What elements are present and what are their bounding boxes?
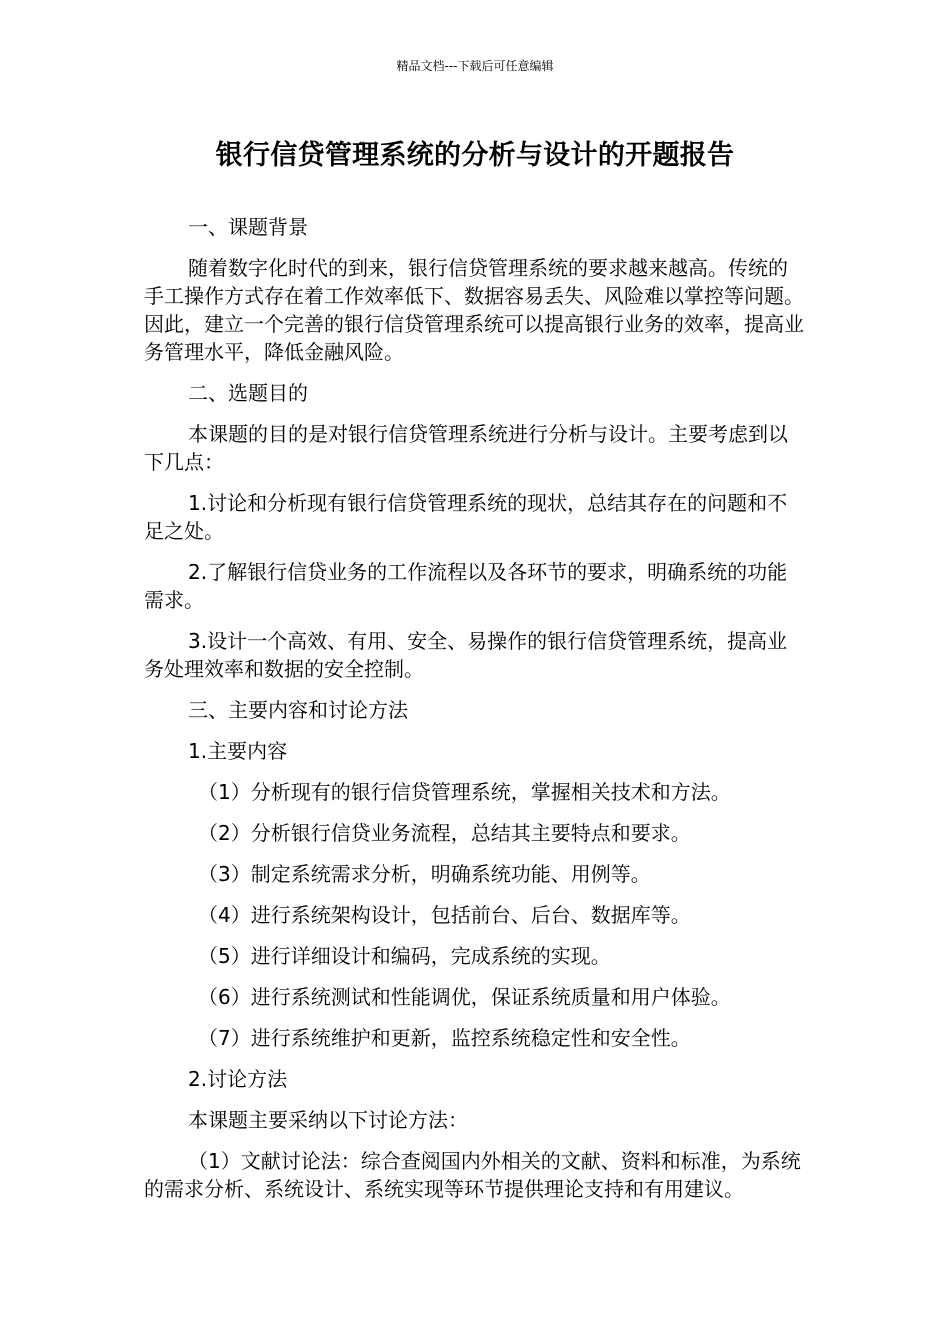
goal-item-1: 1.讨论和分析现有银行信贷管理系统的现状，总结其存在的问题和不足之处。 (144, 491, 788, 543)
document-title: 银行信贷管理系统的分析与设计的开题报告 (215, 140, 735, 171)
subheading-methods: 2.讨论方法 (188, 1067, 288, 1091)
main-content-item-1: （1）分析现有的银行信贷管理系统，掌握相关技术和方法。 (198, 780, 731, 804)
main-content-item-5: （5）进行详细设计和编码，完成系统的实现。 (198, 944, 611, 968)
main-content-item-7: （7）进行系统维护和更新，监控系统稳定性和安全性。 (198, 1026, 691, 1050)
main-content-item-6: （6）进行系统测试和性能调优，保证系统质量和用户体验。 (198, 985, 731, 1009)
main-content-item-2: （2）分析银行信贷业务流程，总结其主要特点和要求。 (198, 821, 691, 845)
document-body (144, 213, 806, 1216)
page-watermark: 精品文档---下载后可任意编辑 (396, 59, 554, 73)
purpose-paragraph: 本课题的目的是对银行信贷管理系统进行分析与设计。主要考虑到以下几点： (144, 422, 788, 474)
section-heading-background: 一、课题背景 (188, 215, 308, 239)
goal-item-2: 2.了解银行信贷业务的工作流程以及各环节的要求，明确系统的功能需求。 (144, 560, 788, 612)
methods-intro: 本课题主要采纳以下讨论方法： (188, 1108, 468, 1132)
background-paragraph: 随着数字化时代的到来，银行信贷管理系统的要求越来越高。传统的手工操作方式存在着工作效率低下、数据容易丢失、风险难以掌控等问题。因此，建立一个完善的银行信贷管理系统可以提高银行业务的效率，提高业务管理水平，降低金融风险。 (144, 256, 804, 364)
section-heading-purpose: 二、选题目的 (188, 381, 308, 405)
section-heading-content-methods: 三、主要内容和讨论方法 (188, 698, 408, 722)
main-content-item-3: （3）制定系统需求分析，明确系统功能、用例等。 (198, 862, 651, 886)
main-content-item-4: （4）进行系统架构设计，包括前台、后台、数据库等。 (198, 903, 691, 927)
method-item-1: （1）文献讨论法：综合查阅国内外相关的文献、资料和标准，为系统的需求分析、系统设计、系统实现等环节提供理论支持和有用建议。 (144, 1149, 801, 1201)
subheading-main-content: 1.主要内容 (188, 739, 288, 763)
goal-item-3: 3.设计一个高效、有用、安全、易操作的银行信贷管理系统，提高业务处理效率和数据的安全控制。 (144, 629, 788, 681)
